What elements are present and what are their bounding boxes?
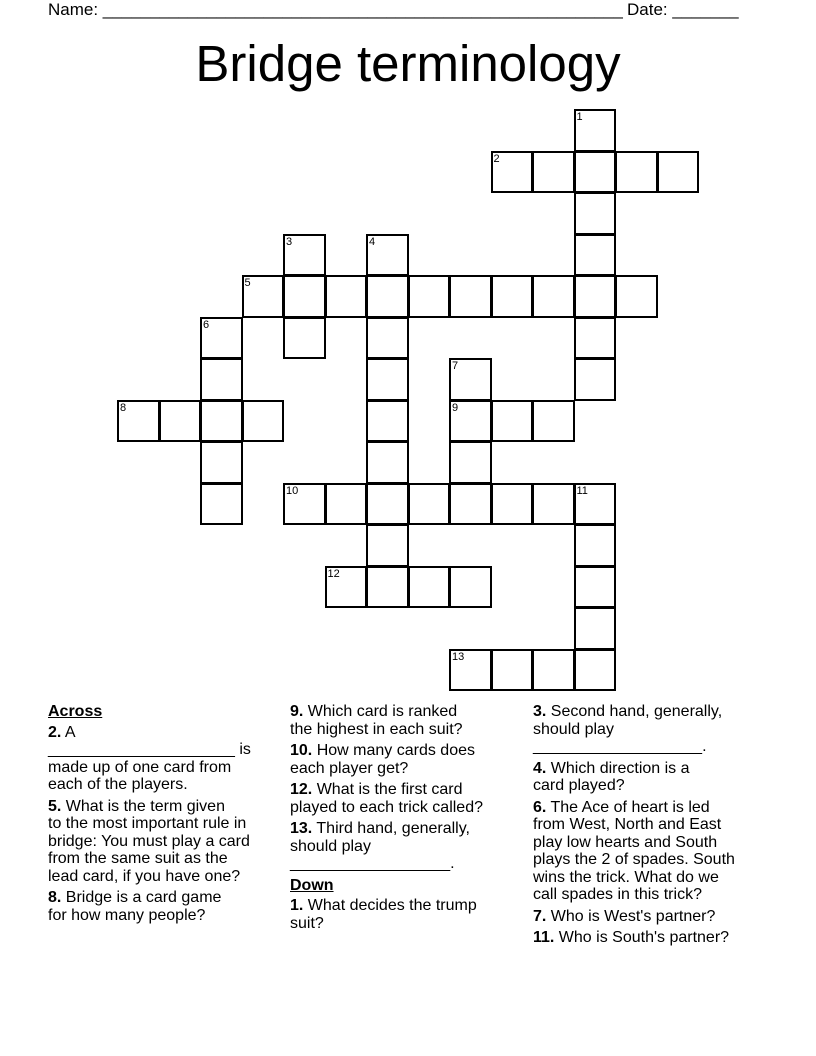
crossword-cell[interactable]: [200, 400, 243, 443]
crossword-cell[interactable]: [242, 275, 285, 318]
clue-across-9: [290, 703, 520, 738]
cell-number: 11: [576, 484, 588, 497]
name-field-line: Name: _______________________________________________________: [48, 0, 623, 19]
clue-across-12: [290, 781, 520, 816]
clue-number: 5.: [48, 797, 62, 815]
crossword-cell[interactable]: [200, 317, 243, 360]
clues-column-3: [533, 703, 773, 951]
across-heading: Across: [48, 703, 103, 720]
crossword-cell[interactable]: [200, 483, 243, 526]
crossword-cell[interactable]: [574, 234, 617, 277]
crossword-cell[interactable]: [574, 524, 617, 567]
clue-number: 4.: [533, 759, 547, 777]
crossword-cell[interactable]: [408, 566, 451, 609]
crossword-cell[interactable]: [449, 358, 492, 401]
crossword-cell[interactable]: [615, 151, 658, 194]
page-title: Bridge terminology: [195, 35, 621, 92]
clue-text: Who is West's partner?: [546, 907, 716, 925]
crossword-cell[interactable]: [159, 400, 202, 443]
crossword-cell[interactable]: [574, 358, 617, 401]
crossword-cell[interactable]: [532, 483, 575, 526]
crossword-cell[interactable]: [574, 317, 617, 360]
crossword-cell[interactable]: [532, 400, 575, 443]
crossword-cell[interactable]: [117, 400, 160, 443]
crossword-cell[interactable]: [200, 358, 243, 401]
clue-number: 6.: [533, 798, 547, 816]
clue-down-6: [533, 799, 773, 904]
crossword-cell[interactable]: [532, 649, 575, 692]
clue-text: Bridge is a card game for how many people?: [48, 889, 222, 924]
crossword-cell[interactable]: [491, 649, 534, 692]
crossword-cell[interactable]: [615, 275, 658, 318]
crossword-cell[interactable]: [574, 151, 617, 194]
cell-number: 3: [286, 235, 293, 248]
crossword-cell[interactable]: [408, 483, 451, 526]
clue-text: Second hand, generally, should play ___________________.: [533, 703, 723, 755]
crossword-cell[interactable]: [366, 358, 409, 401]
clue-across-10: [290, 742, 520, 777]
crossword-cell[interactable]: [449, 566, 492, 609]
clue-number: 12.: [290, 781, 313, 798]
crossword-cell[interactable]: [657, 151, 700, 194]
clue-text: A _____________________ is made up of one card from each of the players.: [48, 723, 251, 793]
crossword-cell[interactable]: [574, 483, 617, 526]
crossword-cell[interactable]: [325, 275, 368, 318]
clue-text: What is the term given to the most important rule in bridge: You must play a card from the same suit as the lead card, if you have one?: [48, 797, 250, 885]
clue-down-11: [533, 929, 773, 947]
crossword-cell[interactable]: [200, 441, 243, 484]
cell-number: 12: [327, 567, 340, 580]
cell-number: 2: [493, 152, 500, 165]
crossword-cell[interactable]: [574, 649, 617, 692]
crossword-cell[interactable]: [366, 483, 409, 526]
crossword-cell[interactable]: [283, 317, 326, 360]
clue-down-3: [533, 703, 773, 756]
crossword-cell[interactable]: [366, 400, 409, 443]
crossword-cell[interactable]: [325, 566, 368, 609]
crossword-cell[interactable]: [449, 441, 492, 484]
crossword-cell[interactable]: [574, 109, 617, 152]
crossword-cell[interactable]: [491, 275, 534, 318]
clue-text: The Ace of heart is led from West, North and East play low hearts and South plays the 2 of spades. South wins the trick. What do we call spades in this trick?: [533, 798, 735, 903]
crossword-cell[interactable]: [283, 275, 326, 318]
clue-text: Which direction is a card played?: [533, 759, 690, 794]
clue-text: Third hand, generally, should play __________________.: [290, 820, 470, 872]
crossword-cell[interactable]: [366, 566, 409, 609]
clue-across-5: [48, 798, 278, 886]
clue-number: 1.: [290, 897, 304, 914]
clue-text: Which card is ranked the highest in each suit?: [290, 703, 463, 738]
cell-number: 6: [203, 318, 210, 331]
clues-column-2: [290, 703, 520, 936]
crossword-cell[interactable]: [366, 441, 409, 484]
crossword-cell[interactable]: [449, 275, 492, 318]
crossword-cell[interactable]: [283, 483, 326, 526]
cell-number: 10: [286, 484, 299, 497]
clue-across-8: [48, 889, 278, 924]
clue-number: 9.: [290, 703, 304, 720]
clue-text: What is the first card played to each trick called?: [290, 781, 483, 816]
crossword-cell[interactable]: [242, 400, 285, 443]
crossword-cell[interactable]: [574, 566, 617, 609]
clue-number: 7.: [533, 907, 547, 925]
crossword-cell[interactable]: [325, 483, 368, 526]
crossword-cell[interactable]: [574, 607, 617, 650]
clue-number: 10.: [290, 742, 313, 759]
crossword-cell[interactable]: [449, 483, 492, 526]
crossword-cell[interactable]: [366, 275, 409, 318]
crossword-cell[interactable]: [366, 317, 409, 360]
down-heading: Down: [290, 876, 334, 894]
clue-number: 2.: [48, 723, 62, 741]
clue-down-4: [533, 760, 773, 795]
crossword-cell[interactable]: [532, 151, 575, 194]
clue-text: Who is South's partner?: [554, 929, 730, 946]
crossword-cell[interactable]: [449, 400, 492, 443]
clue-down-7: [533, 908, 773, 926]
crossword-cell[interactable]: [491, 483, 534, 526]
clue-across-2: [48, 724, 278, 794]
crossword-cell[interactable]: [574, 275, 617, 318]
crossword-cell[interactable]: [283, 234, 326, 277]
crossword-cell[interactable]: [366, 524, 409, 567]
crossword-cell[interactable]: [491, 151, 534, 194]
clue-across-13: [290, 820, 520, 873]
cell-number: 13: [452, 650, 465, 663]
cell-number: 1: [576, 111, 583, 123]
crossword-cell[interactable]: [408, 275, 451, 318]
clue-down-1: [290, 897, 520, 932]
crossword-cell[interactable]: [532, 275, 575, 318]
cell-number: 8: [120, 401, 127, 414]
cell-number: 4: [369, 235, 376, 248]
date-field-line: Date: _______: [627, 0, 739, 19]
clue-number: 8.: [48, 889, 62, 906]
crossword-cell[interactable]: [491, 400, 534, 443]
crossword-cell[interactable]: [574, 192, 617, 235]
clues-column-1: [48, 703, 278, 928]
clue-text: How many cards does each player get?: [290, 742, 475, 777]
clue-number: 11.: [533, 929, 555, 946]
cell-number: 7: [452, 360, 459, 372]
crossword-cell[interactable]: [366, 234, 409, 277]
crossword-cell[interactable]: [449, 649, 492, 692]
clue-text: What decides the trump suit?: [290, 897, 477, 932]
clue-number: 13.: [290, 820, 313, 837]
cell-number: 5: [244, 277, 251, 289]
cell-number: 9: [452, 401, 459, 414]
clue-number: 3.: [533, 703, 547, 720]
